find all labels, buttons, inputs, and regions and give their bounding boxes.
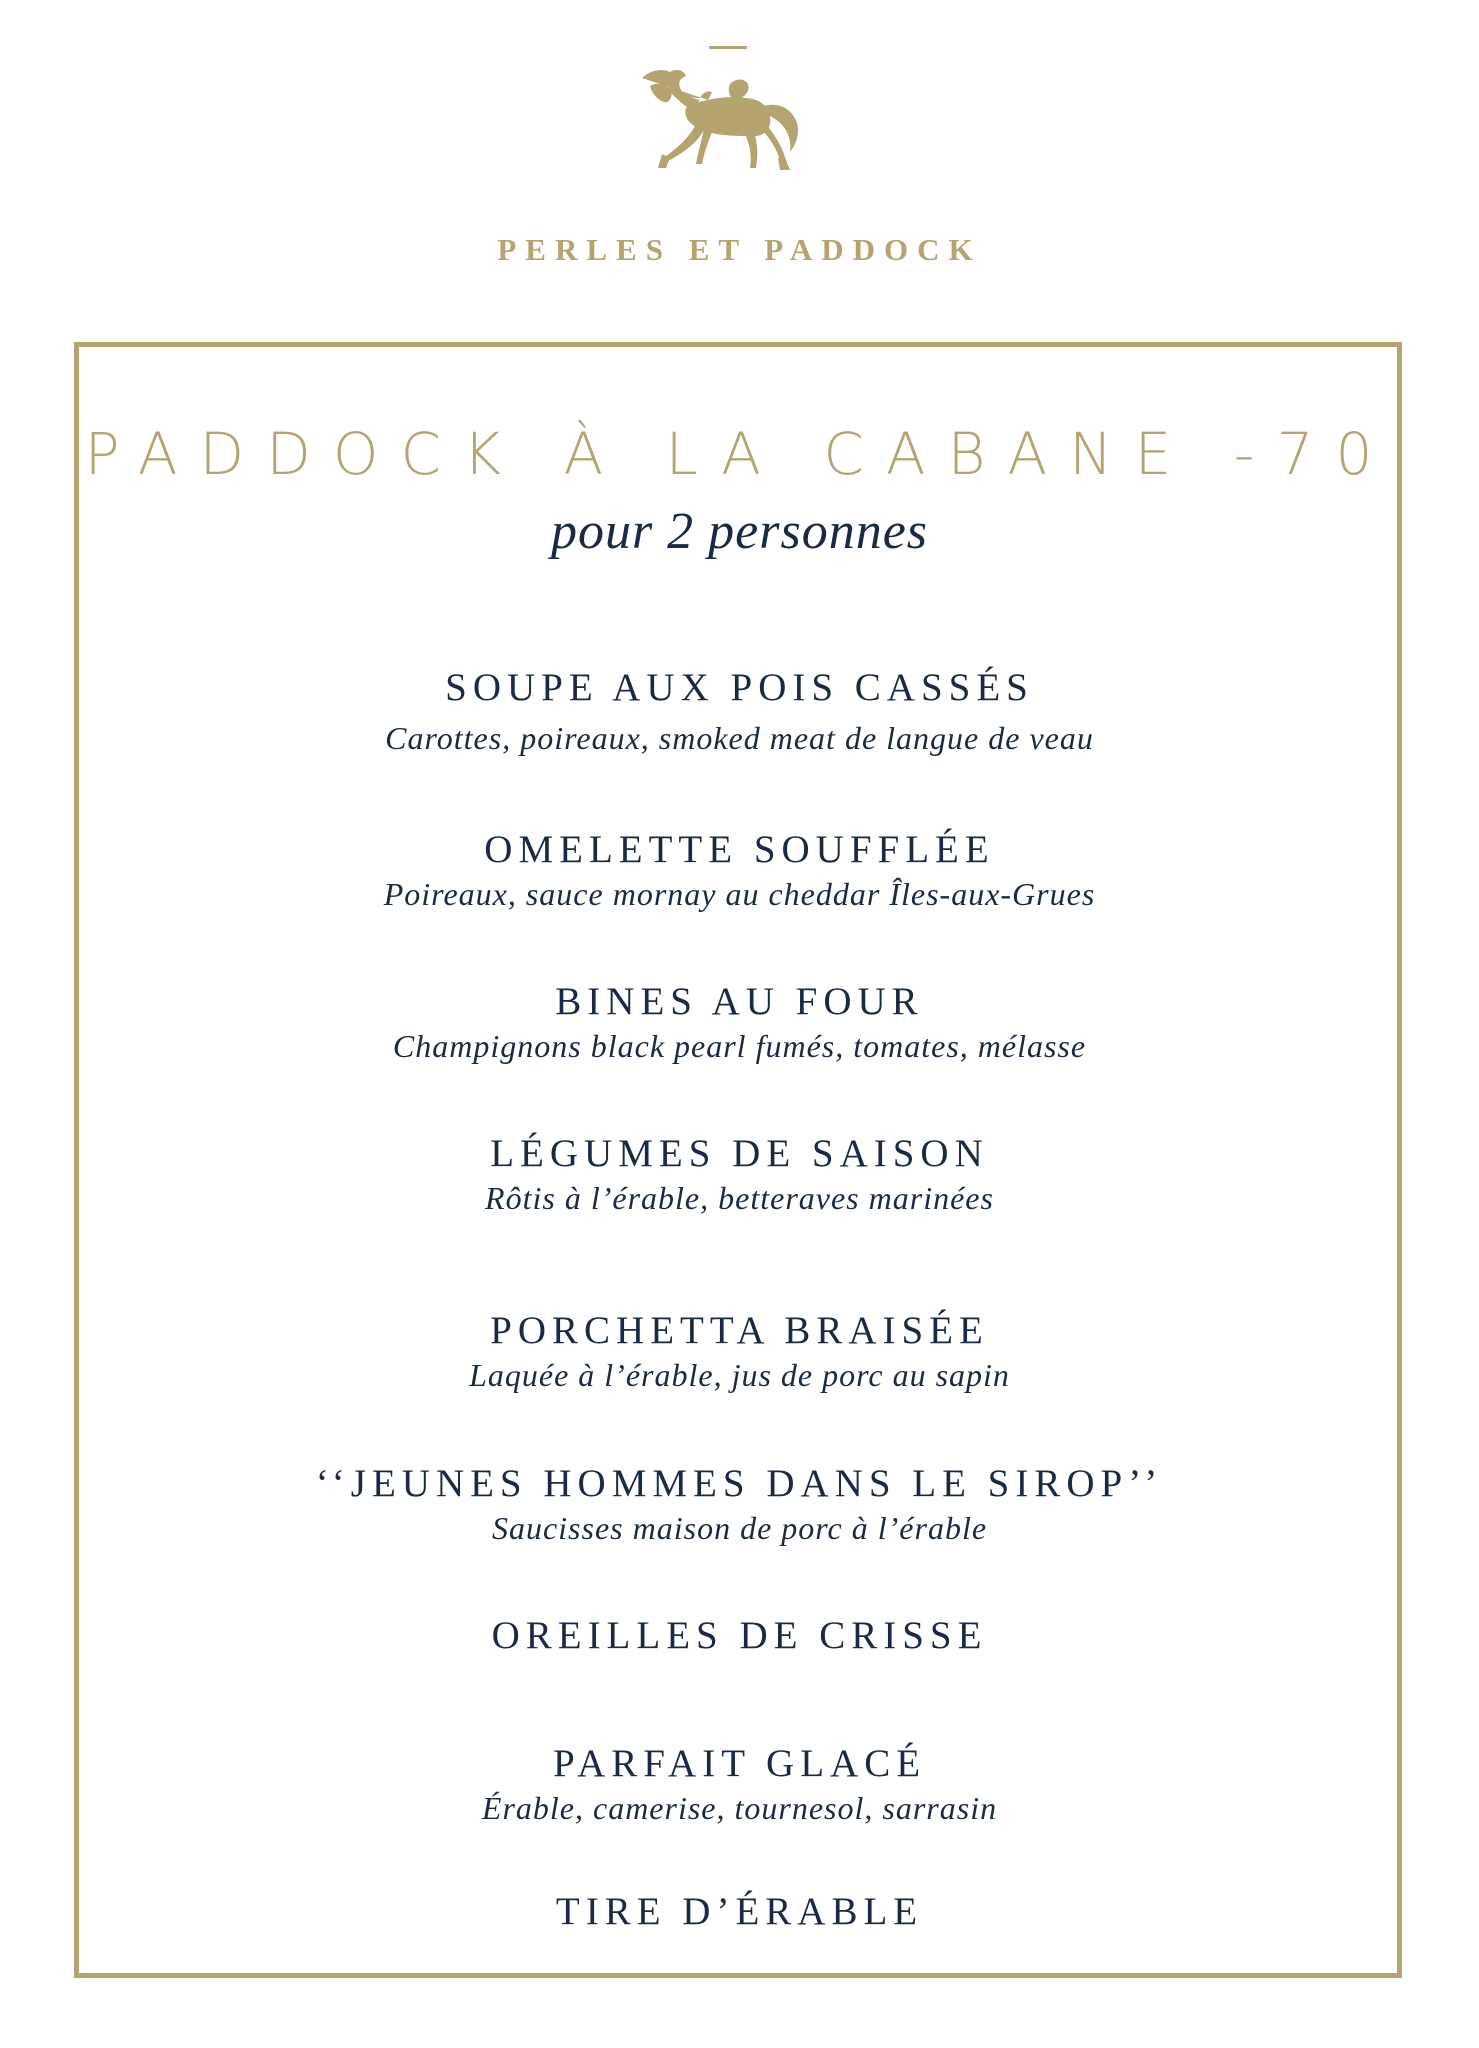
menu-item [0, 1460, 1479, 1548]
menu-item [0, 826, 1479, 914]
menu-item [0, 1612, 1479, 1660]
menu-item-name: TIRE D’ÉRABLE [555, 1890, 924, 1933]
menu-item-description: Carottes, poireaux, smoked meat de langue de veau [385, 720, 1094, 756]
menu-item-description: Rôtis à l’érable, betteraves marinées [485, 1180, 994, 1216]
menu-item-description: Laquée à l’érable, jus de porc au sapin [469, 1357, 1010, 1393]
menu-item [0, 978, 1479, 1066]
menu-item-name: OMELETTE SOUFFLÉE [484, 828, 995, 871]
brand-name: PERLES ET PADDOCK [497, 232, 982, 267]
menu-item-description: Érable, camerise, tournesol, sarrasin [481, 1790, 998, 1826]
menu-item-name: PORCHETTA BRAISÉE [490, 1309, 989, 1352]
horse-logo-icon [640, 64, 808, 176]
menu-item-name: LÉGUMES DE SAISON [490, 1132, 989, 1175]
menu-subtitle: pour 2 personnes [550, 503, 929, 560]
top-dash-divider [709, 46, 747, 49]
menu-item [0, 1130, 1479, 1218]
menu-item [0, 1740, 1479, 1828]
menu-item [0, 664, 1479, 758]
menu-item-name: OREILLES DE CRISSE [491, 1614, 988, 1657]
menu-item [0, 1307, 1479, 1395]
menu-item-name: SOUPE AUX POIS CASSÉS [445, 666, 1034, 709]
menu-item-name: BINES AU FOUR [555, 980, 924, 1023]
menu-item-description: Poireaux, sauce mornay au cheddar Îles-aux-Grues [383, 876, 1096, 912]
menu-item-name: ‘‘JEUNES HOMMES DANS LE SIROP’’ [315, 1462, 1164, 1505]
menu-title: PADDOCK À LA CABANE -70 [84, 420, 1395, 488]
menu-item [0, 1888, 1479, 1936]
menu-item-description: Saucisses maison de porc à l’érable [491, 1510, 988, 1546]
menu-item-description: Champignons black pearl fumés, tomates, mélasse [392, 1028, 1087, 1064]
menu-item-name: PARFAIT GLACÉ [552, 1742, 927, 1785]
